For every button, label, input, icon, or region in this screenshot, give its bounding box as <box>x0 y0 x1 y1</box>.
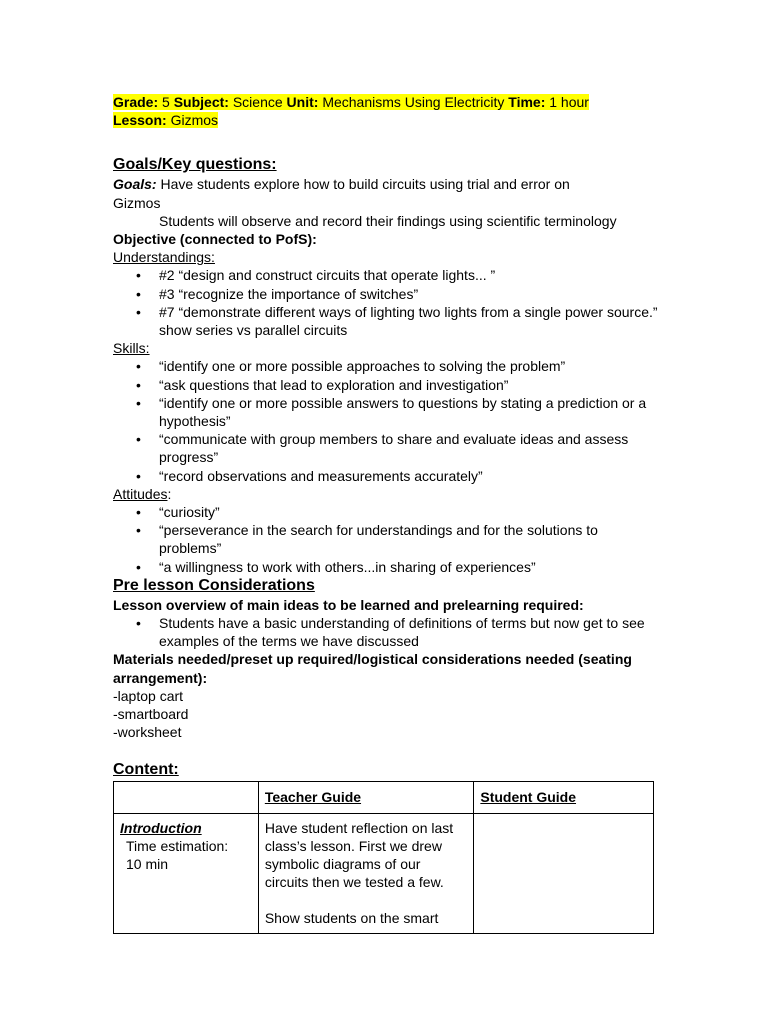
table-header-cell: Student Guide <box>474 781 654 813</box>
list-item: • “perseverance in the search for understandings and for the solutions to problems” <box>159 521 658 557</box>
list-item: • “curiosity” <box>159 503 658 521</box>
list-item: • #3 “recognize the importance of switches” <box>159 285 658 303</box>
understandings-list <box>113 266 658 339</box>
goals-text-2: Gizmos <box>113 194 161 211</box>
list-item: • “identify one or more possible approaches to solving the problem” <box>159 357 658 375</box>
overview-list <box>113 614 658 650</box>
skills-label: Skills: <box>113 340 150 357</box>
list-item: • “a willingness to work with others...in sharing of experiences” <box>159 558 658 576</box>
teacher-text-1: Have student reflection on last class’s lesson. First we drew symbolic diagrams of our circuits then we tested a few. <box>264 819 454 891</box>
list-item: • #2 “design and construct circuits that operate lights... ” <box>159 266 658 284</box>
time-value: 1 hour <box>549 94 589 110</box>
subject-label: Subject: <box>173 94 229 110</box>
attitudes-list <box>113 503 658 576</box>
table-header-row <box>114 781 654 813</box>
pre-lesson-heading: Pre lesson Considerations <box>113 576 315 594</box>
attitudes-label: Attitudes <box>113 485 168 502</box>
content-table <box>113 781 654 934</box>
subject-value: Science <box>232 94 283 110</box>
goals-label: Goals: <box>113 176 157 193</box>
header-line-1 <box>113 93 658 111</box>
lesson-label: Lesson: <box>113 112 167 129</box>
lesson-plan <box>113 93 658 934</box>
intro-title: Introduction <box>120 819 202 836</box>
header-line-2 <box>113 111 658 129</box>
list-item: • “record observations and measurements accurately” <box>159 467 658 485</box>
goals-text-1: Have students explore how to build circuits using trial and error on <box>160 176 570 193</box>
list-item: • “identify one or more possible answers to questions by stating a prediction or a hypothesis” <box>159 394 658 430</box>
content-heading: Content: <box>113 760 179 778</box>
objective-heading: Objective (connected to PofS): <box>113 231 317 248</box>
list-item: • #7 “demonstrate different ways of lighting two lights from a single power source.” show series vs parallel circuits <box>159 303 658 339</box>
material-item: -worksheet <box>113 724 182 741</box>
intro-time-label: Time estimation: <box>126 837 229 854</box>
goals-heading: Goals/Key questions: <box>113 156 277 174</box>
materials-heading: Materials needed/preset up required/logistical considerations needed (seating arrangement): <box>113 651 632 686</box>
overview-heading: Lesson overview of main ideas to be learned and prelearning required: <box>113 596 584 613</box>
table-cell-teacher <box>258 813 474 933</box>
grade-label: Grade: <box>113 94 159 110</box>
attitudes-line: Attitudes: <box>113 485 172 502</box>
table-cell-student <box>474 813 654 933</box>
table-cell-section <box>114 813 259 933</box>
table-header-cell: Teacher Guide <box>258 781 474 813</box>
material-item: -smartboard <box>113 706 189 723</box>
table-row <box>114 813 654 933</box>
lesson-value: Gizmos <box>170 112 219 129</box>
teacher-text-2: Show students on the smart <box>264 910 439 927</box>
skills-list <box>113 357 658 484</box>
unit-value: Mechanisms Using Electricity <box>322 94 505 110</box>
grade-value: 5 <box>162 94 170 110</box>
list-item: • Students have a basic understanding of definitions of terms but now get to see examples of the terms we have discussed <box>159 614 658 650</box>
goals-text-3: Students will observe and record their findings using scientific terminology <box>159 212 617 229</box>
list-item: • “ask questions that lead to exploration and investigation” <box>159 376 658 394</box>
unit-label: Unit: <box>286 94 319 110</box>
material-item: -laptop cart <box>113 687 184 704</box>
goals-line-1 <box>113 175 658 193</box>
intro-time-value: 10 min <box>126 855 169 872</box>
time-label: Time: <box>508 94 546 110</box>
table-header-cell <box>114 781 259 813</box>
list-item: • “communicate with group members to share and evaluate ideas and assess progress” <box>159 430 658 466</box>
understandings-label: Understandings: <box>113 249 215 266</box>
